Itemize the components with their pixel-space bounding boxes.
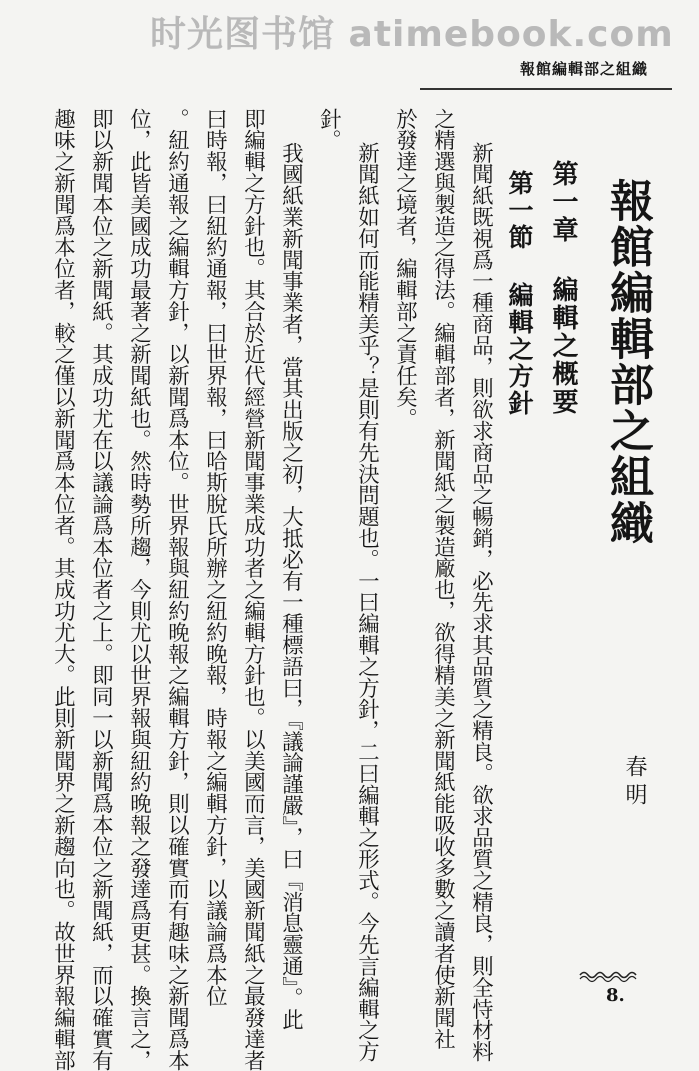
header-rule xyxy=(420,88,672,90)
body-column-8: 曰時報，曰紐約通報，曰世界報，曰哈斯脫氏所辦之紐約晚報，時報之編輯方針，以議論爲本位 xyxy=(202,108,228,1007)
body-column-2: 之精選與製造之得法。編輯部者，新聞紙之製造廠也，欲得精美之新聞紙能吸收多數之讀者使新聞社 xyxy=(430,108,456,1050)
body-column-10: 位，此皆美國成功最著之新聞紙也。然時勢所趨，今則尤以世界報與紐約晚報之發達爲更甚。換言之， xyxy=(126,108,152,1071)
body-column-6: 我國紙業新聞事業者，當其出版之初，大抵必有一種標語曰，『議論謹嚴』，曰『消息靈通』。此 xyxy=(278,142,304,1031)
body-column-4: 新聞紙如何而能精美乎？是則有先決問題也。一曰編輯之方針，二曰編輯之形式。今先言編輯之方 xyxy=(354,142,380,1063)
author-name: 春明 xyxy=(622,755,647,811)
running-header: 報館編輯部之組織 xyxy=(519,60,648,78)
body-column-5: 針。 xyxy=(316,108,342,151)
section-heading: 第一節 編輯之方針 xyxy=(505,170,534,417)
body-column-9: 。紐約通報之編輯方針，以新聞爲本位。世界報與紐約晚報之編輯方針，則以確實而有趣味之新聞爲本 xyxy=(164,108,190,1071)
body-column-12: 趣味之新聞爲本位者，較之僅以新聞爲本位者。其成功尤大。此則新聞界之新趨向也。故世界報編輯部 xyxy=(50,108,76,1071)
watermark: 时光图书馆 atimebook.com xyxy=(150,14,674,55)
article-title: 報館編輯部之組織 xyxy=(602,178,653,546)
body-column-1: 新聞紙既視爲一種商品，則欲求商品之暢銷，必先求其品質之精良。欲求品質之精良，則全恃材料 xyxy=(468,142,494,1063)
body-column-11: 即以新聞本位之新聞紙。其成功尤在以議論爲本位者之上。即同一以新聞爲本位之新聞紙，而以確實有 xyxy=(88,108,114,1071)
page-ornament xyxy=(578,968,642,982)
body-column-3: 於發達之境者，編輯部之責任矣。 xyxy=(392,108,418,429)
chapter-heading: 第一章 編輯之概要 xyxy=(548,160,578,416)
page-number: 8. xyxy=(606,985,625,1006)
body-column-7: 即編輯之方針也。其合於近代經營新聞事業成功者之編輯方針也。以美國而言，美國新聞紙之最發達者 xyxy=(240,108,266,1071)
